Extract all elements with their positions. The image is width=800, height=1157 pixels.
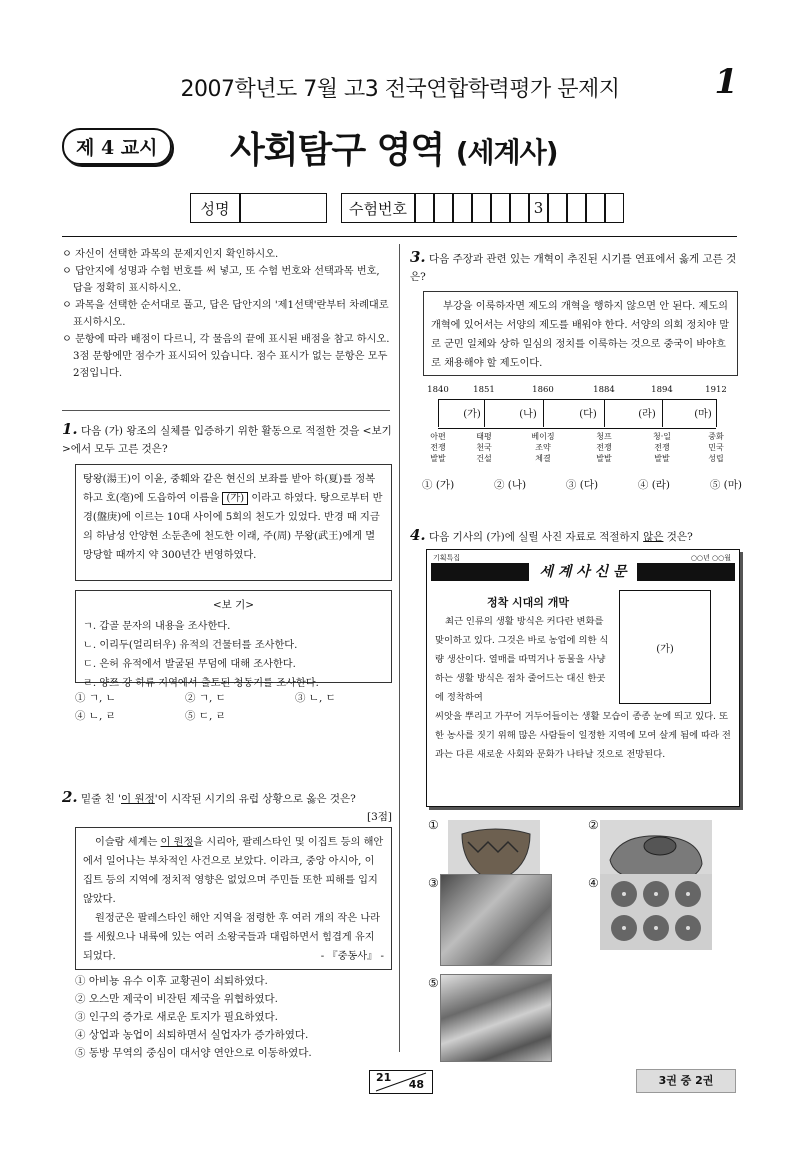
q3-choices: [422, 476, 742, 494]
newspaper-article: [426, 549, 740, 807]
exam-title: 2007학년도 7월 고3 전국연합학력평가 문제지: [180, 77, 620, 102]
footer-page-number: 21 48: [369, 1070, 433, 1094]
choice[interactable]: ③ 인구의 증가로 새로운 토지가 필요하였다.: [75, 1011, 278, 1023]
bogi-item: ㄹ. 양쯔 강 하류 지역에서 출토된 청동기를 조사한다.: [83, 678, 319, 689]
choice[interactable]: ① (가): [422, 479, 455, 491]
choice[interactable]: ③ ㄴ, ㄷ: [295, 692, 336, 704]
choice[interactable]: ⑤ (마): [709, 479, 742, 491]
q4-stem: 4. 다음 기사의 (가)에 실릴 사진 자료로 적절하지 않은 것은?: [410, 526, 693, 544]
choice[interactable]: ① 아비뇽 유수 이후 교황권이 쇠퇴하였다.: [75, 975, 268, 987]
choice[interactable]: ⑤: [428, 976, 439, 990]
spindle-whorls-photo: [600, 874, 712, 950]
volume-badge: 3권 중 2권: [636, 1069, 736, 1093]
pottery-photo: [440, 820, 550, 868]
bogi-item: ㄷ. 은허 유적에서 발굴된 무덤에 대해 조사한다.: [83, 659, 296, 670]
exam-no-cell[interactable]: [548, 193, 567, 223]
subject-main: 사회탐구 영역: [230, 130, 445, 171]
q1-choices: [75, 689, 405, 725]
q1-stem-text: 다음 (가) 왕조의 실체를 입증하기 위한 활동으로 적절한 것을 <보기>에서 모두 고른 것은?: [62, 425, 392, 455]
instructions: [62, 246, 390, 382]
choice[interactable]: ③: [428, 876, 439, 890]
np-body-bottom: 씨앗을 뿌리고 가꾸어 거두어들이는 생활 모습이 종종 눈에 띄고 있다. 또한 농사를 짓기 위해 많은 사람들이 일정한 지역에 모여 살게 됨에 따라 전과는 다른 새로운 사회와 문화가 나타날 것으로 전망된다.: [435, 711, 731, 760]
column-divider: [399, 244, 400, 1052]
q3-timeline: 1840 1851 1860 1884 1894 1912 (가) (나) (다) (라) (마) 아편 전쟁 발발 태평 천국 건설 베이징 조약 체결 청프 전쟁 발발 청·일 전쟁 발발 중화 민국 성립: [427, 385, 727, 463]
exam-no-cell[interactable]: [491, 193, 510, 223]
choice[interactable]: ④ ㄴ, ㄹ: [75, 710, 116, 722]
instructions-rule: [62, 410, 390, 411]
np-headline: 정착 시대의 개막: [486, 596, 570, 609]
q2-number: 2.: [62, 788, 78, 806]
q2-choices: [75, 972, 395, 1062]
exam-no-cell[interactable]: [586, 193, 605, 223]
q1-stem: [62, 420, 392, 458]
header-rule: [62, 236, 737, 237]
choice[interactable]: ⑤ ㄷ, ㄹ: [185, 710, 226, 722]
choice[interactable]: ② ㄱ, ㄷ: [185, 692, 226, 704]
cave-painting-photo: [440, 974, 552, 1062]
q2-stem: 2. 밑줄 친 '이 원정'이 시작된 시기의 유럽 상황으로 옳은 것은? [3점]: [62, 788, 392, 826]
q2-source: - 『중동사』 -: [320, 951, 384, 962]
q3-stem: 3. 다음 주장과 관련 있는 개혁이 추진된 시기를 연표에서 옳게 고른 것은?: [410, 248, 737, 283]
instruction-item: ㅇ 답안지에 성명과 수험 번호를 써 넣고, 또 수험 번호와 선택과목 번호, 답을 정확히 표시하시오.: [62, 266, 380, 294]
np-masthead: 세 계 사 신 문: [529, 561, 637, 583]
choice[interactable]: ④ (라): [637, 479, 671, 491]
choice[interactable]: ① ㄱ, ㄴ: [75, 692, 116, 704]
np-photo-placeholder: (가): [619, 590, 711, 704]
session-badge: 제 4 교시: [62, 128, 172, 165]
exam-no-cell[interactable]: [510, 193, 529, 223]
instruction-item: ㅇ 문항에 따라 배점이 다르니, 각 물음의 끝에 표시된 배점을 참고 하시오. 3점 문항에만 점수가 표시되어 있습니다. 점수 표시가 없는 문항은 모두 2점입니다.: [62, 334, 390, 379]
name-box: [190, 193, 624, 223]
exam-no-cell[interactable]: [605, 193, 624, 223]
q2-points: [3점]: [366, 811, 392, 823]
exam-no-cell[interactable]: [567, 193, 586, 223]
bogi-title: <보 기>: [212, 599, 255, 611]
name-field[interactable]: [240, 193, 327, 223]
q1-bogi: [75, 590, 392, 689]
np-tag: 기획특집: [433, 554, 461, 562]
choice[interactable]: ② 오스만 제국이 비잔틴 제국을 위협하였다.: [75, 993, 278, 1005]
bogi-item: ㄱ. 갑골 문자의 내용을 조사한다.: [83, 621, 231, 632]
q1-number: 1.: [62, 420, 78, 438]
q3-passage: 부강을 이룩하자면 제도의 개혁을 행하지 않으면 안 된다. 제도의 개혁에 있어서는 서양의 제도를 배워야 한다. 서양의 의회 정치야 말로 군민 일체와 상하 일심의 정치를 이룩하는 것으로 중국이 바야흐로 채용해야 할 제도이다.: [423, 291, 738, 376]
subject-title: [230, 122, 558, 173]
exam-no-cell[interactable]: [472, 193, 491, 223]
q3-number: 3.: [410, 248, 426, 266]
exam-no-cell[interactable]: [415, 193, 434, 223]
np-date: ○○년 ○○월: [690, 554, 731, 562]
choice[interactable]: ⑤ 동방 무역의 중심이 대서양 연안으로 이동하였다.: [75, 1047, 312, 1059]
exam-no-cell[interactable]: [434, 193, 453, 223]
choice[interactable]: ①: [428, 818, 439, 832]
q2-passage: 이슬람 세계는 이 원정을 시리아, 팔레스타인 및 이집트 등의 해안에서 일어나는 부차적인 사건으로 보았다. 이라크, 중앙 아시아, 이집트 등의 지역에 정치적 영향은 없었으며 주민들 또한 피해를 입지 않았다. 원정군은 팔레스타인 해안 지역을 점령한 후 여러 개의 작은 나라를 세웠으나 내륙에 있는 여러 소왕국들과 대립하면서 힘겹게 유지되었다. - 『중동사』 -: [75, 827, 392, 970]
subject-sub: (세계사): [455, 136, 558, 169]
np-body-top: 최근 인류의 생활 방식은 커다란 변화를 맞이하고 있다. 그것은 바로 농업에 의한 식량 생산이다. 열매를 따먹거나 동물을 사냥하는 생활 방식은 점차 줄어드는 대신 한곳에 정착하여: [435, 616, 609, 703]
choice[interactable]: ④: [588, 876, 599, 890]
exam-no-cell: 3: [529, 193, 548, 223]
page-number: 1: [714, 62, 738, 102]
bogi-item: ㄴ. 이리두(얼리터우) 유적의 건물터를 조사한다.: [83, 640, 298, 651]
choice[interactable]: ②: [588, 818, 599, 832]
excavation-photo: [440, 874, 552, 966]
choice[interactable]: ③ (다): [565, 479, 599, 491]
instruction-item: ㅇ 과목을 선택한 순서대로 풀고, 답은 답안지의 '제1선택'란부터 차례대로 표시하시오.: [62, 300, 389, 328]
name-label: 성명: [190, 193, 240, 223]
choice[interactable]: ② (나): [493, 479, 527, 491]
q1-passage: 탕왕(湯王)이 이윤, 중훼와 같은 현신의 보좌를 받아 하(夏)를 정복하고 호(亳)에 도읍하여 이름을 (가) 이라고 하였다. 탕으로부터 반경(盤庚)에 이르는 10대 사이에 5회의 천도가 있었다. 반경 때 지금의 하남성 안양현 소둔촌에 천도한 이래, 주(周) 무왕(武王)에게 멸망당할 때까지 약 300년간 번영하였다.: [75, 464, 392, 581]
instruction-item: ㅇ 자신이 선택한 과목의 문제지인지 확인하시오.: [62, 249, 279, 260]
exam-no-label: 수험번호: [341, 193, 415, 223]
choice[interactable]: ④ 상업과 농업이 쇠퇴하면서 실업자가 증가하였다.: [75, 1029, 309, 1041]
q4-number: 4.: [410, 526, 426, 544]
blank-ga: (가): [222, 492, 248, 505]
exam-no-cell[interactable]: [453, 193, 472, 223]
